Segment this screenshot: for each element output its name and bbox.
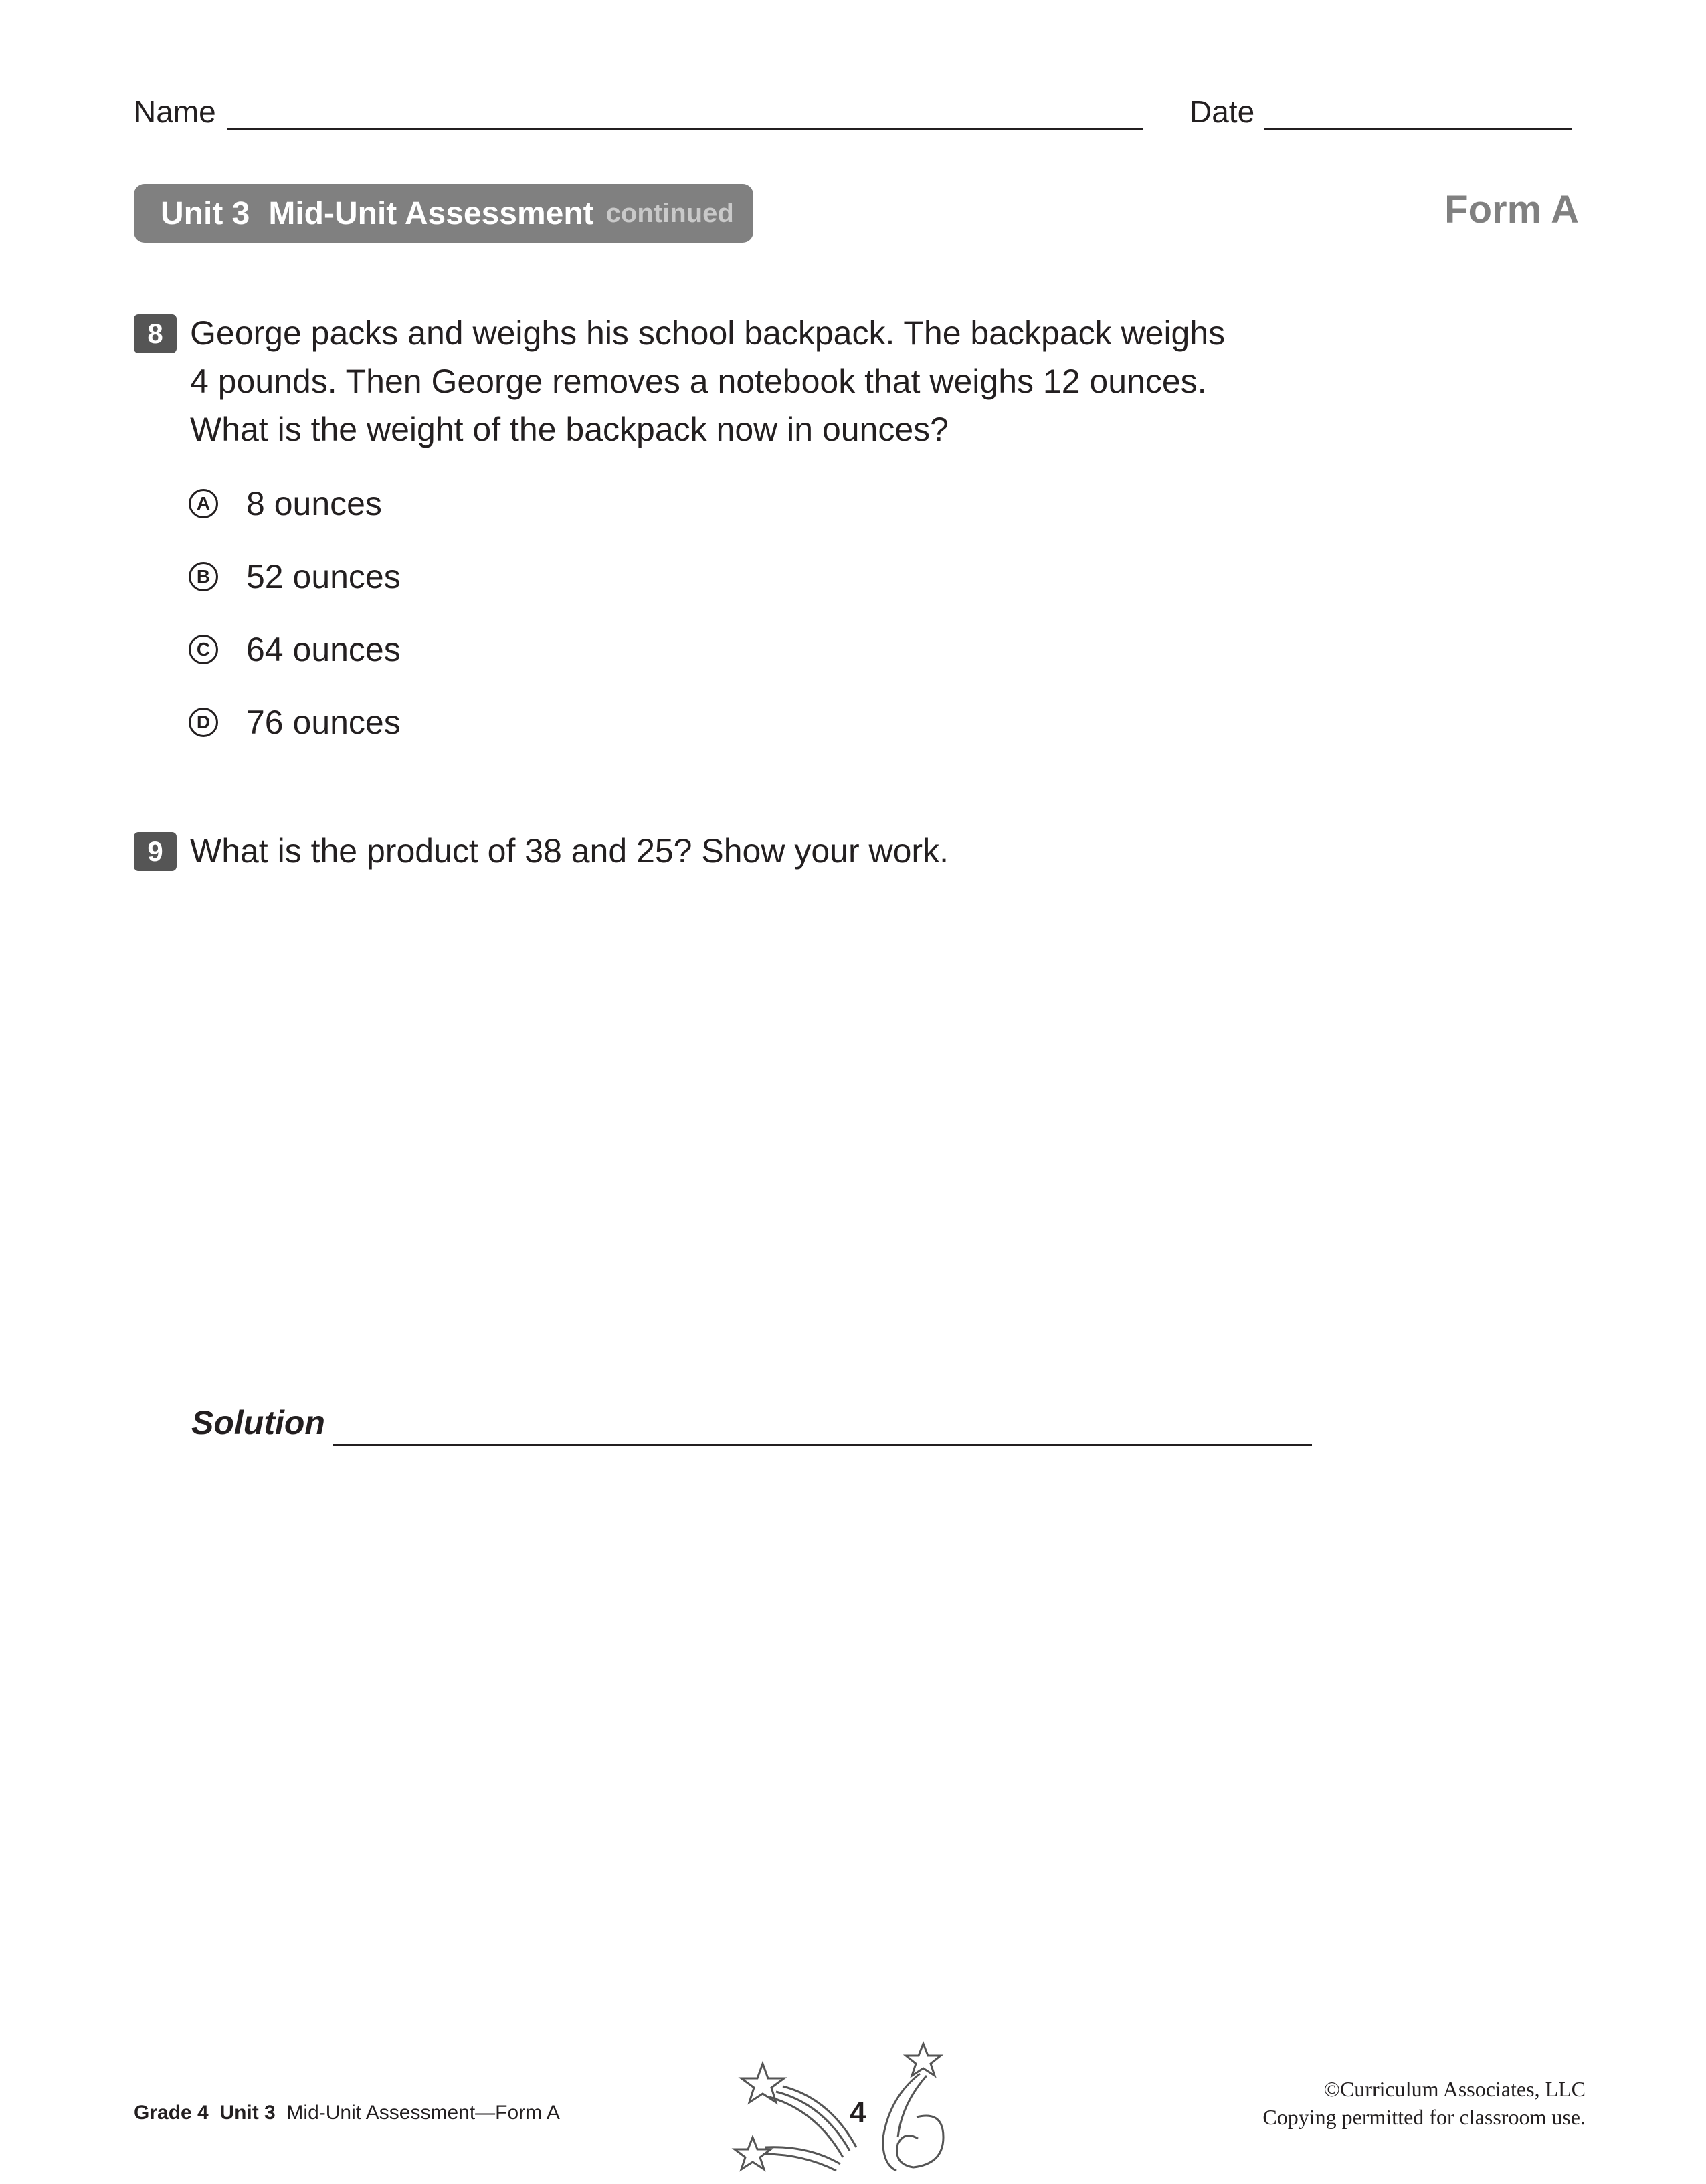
date-label: Date: [1190, 94, 1255, 129]
question-8-line: 4 pounds. Then George removes a notebook that weighs 12 ounces.: [190, 363, 1207, 400]
copying-permission: Copying permitted for classroom use.: [1262, 2105, 1586, 2129]
option-b[interactable]: [189, 557, 401, 596]
question-8-number: 8: [134, 314, 177, 353]
solution-label: Solution: [191, 1404, 325, 1442]
question-8-text: [190, 309, 1225, 454]
option-a-bubble[interactable]: A: [189, 489, 218, 518]
copyright-notice: [1262, 2075, 1586, 2131]
option-c-text: 64 ounces: [246, 631, 401, 668]
page-number: 4: [850, 2096, 866, 2129]
form-label: Form A: [1444, 188, 1579, 231]
name-label: Name: [134, 94, 216, 129]
copyright-line: ©Curriculum Associates, LLC: [1323, 2077, 1586, 2101]
footer-assessment: Mid-Unit Assessment—Form A: [286, 2102, 560, 2124]
footer-grade: Grade 4: [134, 2102, 209, 2124]
option-c[interactable]: [189, 630, 401, 669]
option-a-text: 8 ounces: [246, 485, 382, 522]
option-b-bubble[interactable]: B: [189, 562, 218, 591]
solution-blank-line[interactable]: [333, 1444, 1312, 1446]
banner-title: Mid-Unit Assessment: [268, 195, 594, 231]
question-8-line: What is the weight of the backpack now in ounces?: [190, 411, 949, 448]
assessment-banner: [134, 184, 753, 243]
option-c-bubble[interactable]: C: [189, 635, 218, 664]
option-d-bubble[interactable]: D: [189, 708, 218, 737]
option-d[interactable]: [189, 703, 401, 742]
option-b-text: 52 ounces: [246, 558, 401, 595]
question-9-number: 9: [134, 832, 177, 871]
banner-continued: continued: [605, 198, 734, 228]
footer-course-info: [134, 2102, 560, 2124]
footer-unit: Unit 3: [219, 2102, 276, 2124]
option-d-text: 76 ounces: [246, 704, 401, 741]
work-area[interactable]: [190, 896, 1327, 1365]
question-8-line: George packs and weighs his school backpack. The backpack weighs: [190, 314, 1226, 352]
date-blank-line[interactable]: [1264, 128, 1572, 130]
option-a[interactable]: [189, 484, 382, 523]
shooting-stars-icon: [723, 2037, 963, 2184]
question-9-text: What is the product of 38 and 25? Show your work.: [190, 832, 949, 870]
banner-unit: Unit 3: [161, 195, 250, 231]
name-blank-line[interactable]: [227, 128, 1143, 130]
